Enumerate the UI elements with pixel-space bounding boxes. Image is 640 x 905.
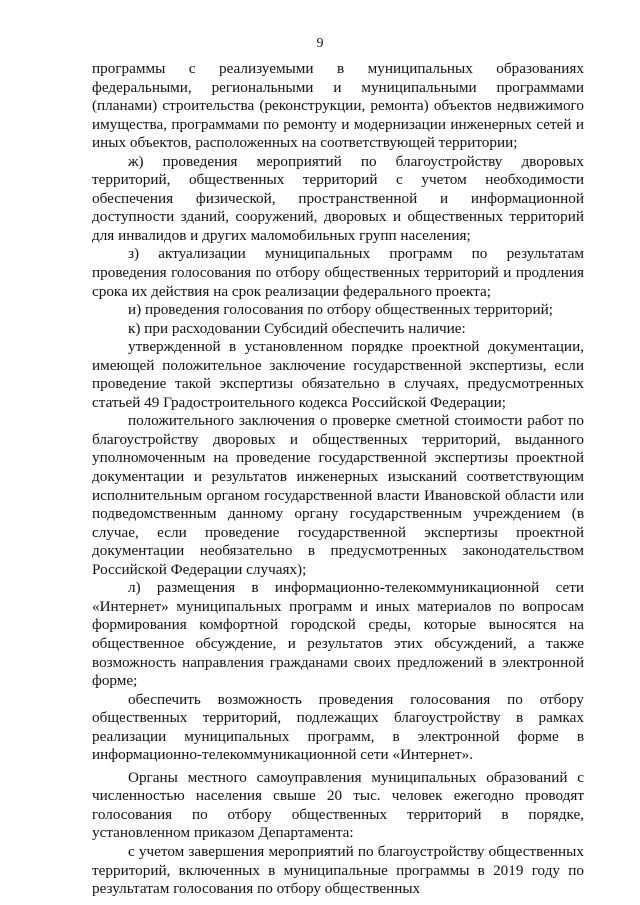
paragraph-item-i: и) проведения голосования по отбору общественных территорий;: [128, 301, 553, 319]
paragraph-completion-2019: с учетом завершения мероприятий по благоустройству общественных территорий, включенных в муниципальные программы в 2019 году по результатам голосования по отбору общественных: [92, 842, 584, 898]
paragraph-item-zh: ж) проведения мероприятий по благоустройству дворовых территорий, общественных территорий с учетом необходимости обеспечения физической, пространственной и информационной доступности зданий, сооружений, дворовых и общественных территорий для инвалидов и других маломобильных групп населения;: [92, 152, 584, 244]
paragraph-online-voting: обеспечить возможность проведения голосования по отбору общественных территорий, подлежащих благоустройству в рамках реализации муниципальных программ, в электронной форме в информационно-телекоммуникационной сети «Интернет».: [92, 690, 584, 764]
paragraph-programs-continuation: программы с реализуемыми в муниципальных образованиях федеральными, региональными и муниципальными программами (планами) строительства (реконструкции, ремонта) объектов недвижимого имущества, программами по ремонту и модернизации инженерных сетей и иных объектов, расположенных на соответствующей территории;: [92, 60, 584, 152]
paragraph-local-authorities: Органы местного самоуправления муниципальных образований с численностью населения свыше 20 тыс. человек ежегодно проводят голосования по отбору общественных территорий в порядке, установленном приказом Департамента:: [92, 768, 584, 842]
document-body: [92, 60, 584, 899]
paragraph-item-k: к) при расходовании Субсидий обеспечить наличие:: [128, 319, 466, 337]
page-number: 9: [316, 36, 324, 51]
paragraph-cost-estimate-conclusion: положительного заключения о проверке сметной стоимости работ по благоустройству дворовых и общественных территорий, выданного уполномоченным на проведение государственной экспертизы проектной документации и результатов инженерных изысканий соответствующим исполнительным органом государственной власти Ивановской области или подведомственным данному органу государственным учреждением (в случае, если проведение государственной экспертизы проектной документации необязательно в предусмотренных законодательством Российской Федерации случаях);: [92, 412, 584, 578]
paragraph-item-z: з) актуализации муниципальных программ по результатам проведения голосования по отбору общественных территорий и продления срока их действия на срок реализации федерального проекта;: [92, 245, 584, 300]
paragraph-project-documentation: утвержденной в установленном порядке проектной документации, имеющей положительное заключение государственной экспертизы, если проведение такой экспертизы обязательно в случаях, предусмотренных статьей 49 Градостроительного кодекса Российской Федерации;: [92, 338, 584, 411]
paragraph-item-l: л) размещения в информационно-телекоммуникационной сети «Интернет» муниципальных программ и иных материалов по вопросам формирования комфортной городской среды, которые выносятся на общественное обсуждение, и результатов этих обсуждений, а также возможность направления гражданами своих предложений в электронной форме;: [92, 579, 584, 690]
